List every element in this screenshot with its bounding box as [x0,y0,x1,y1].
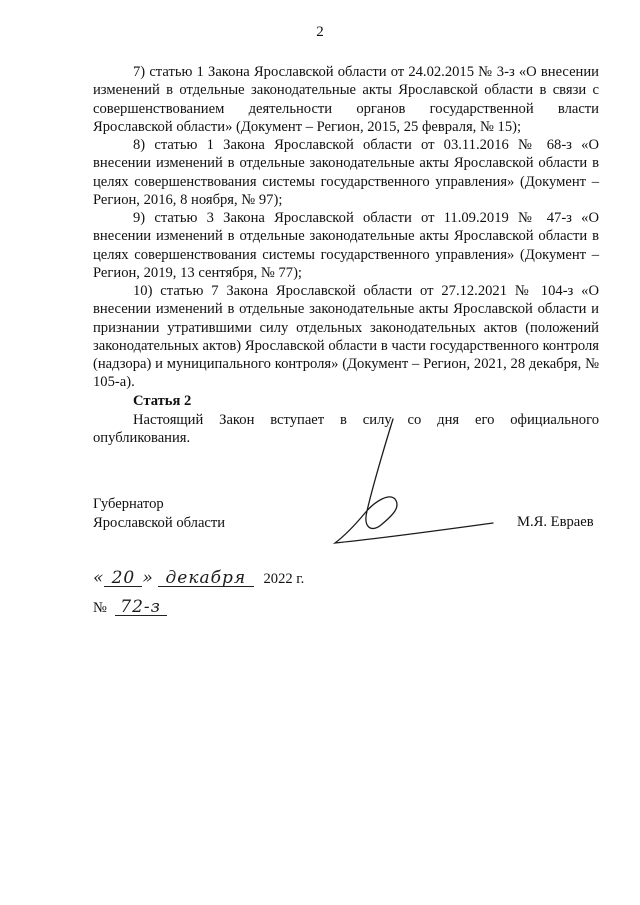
handwritten-signature [315,415,515,555]
governor-name: М.Я. Евраев [517,514,594,530]
date-year: 2022 г. [263,571,305,587]
date-day: 20 [104,570,142,587]
article-2-title: Статья 2 [133,393,192,409]
date-month: декабря [158,570,254,587]
governor-title-line-2: Ярославской области [93,515,226,531]
article-2-text: Настоящий Закон вступает в силу со дня его официального опубликования. [93,412,599,447]
governor-title-line-1: Губернатор [93,496,164,512]
list-item-10: 10) статью 7 Закона Ярославской области от 27.12.2021 № 104-з «О внесении изменений в отдельные законодательные акты Ярославской области и признании утратившими силу отдельных законодательных актов (положений законодательных актов) Ярославской области в части государственного контроля (надзора) и муниципального контроля» (Документ – Регион, 2021, 28 декабря, № 105-а). [93,283,599,391]
page-number: 2 [316,24,324,40]
signing-date [93,568,304,588]
date-close-quote: » [142,568,154,588]
number-prefix: № [93,600,107,616]
list-item-8: 8) статью 1 Закона Ярославской области от 03.11.2016 № 68-з «О внесении изменений в отдельные законодательные акты Ярославской области в целях совершенствования системы государственного управления» (Документ – Регион, 2016, 8 ноября, № 97); [93,137,599,208]
list-item-7: 7) статью 1 Закона Ярославской области от 24.02.2015 № 3-з «О внесении изменений в отдельные законодательные акты Ярославской области в связи с совершенствованием деятельности органов государственной власти Ярославской области» (Документ – Регион, 2015, 25 февраля, № 15); [93,64,599,135]
date-open-quote: « [93,568,105,588]
governor-title [93,495,225,533]
number-value: 72-з [115,599,167,616]
law-number [93,599,167,617]
list-item-9: 9) статью 3 Закона Ярославской области от 11.09.2019 № 47-з «О внесении изменений в отдельные законодательные акты Ярославской области в целях совершенствования системы государственного управления» (Документ – Регион, 2019, 13 сентября, № 77); [93,210,599,281]
